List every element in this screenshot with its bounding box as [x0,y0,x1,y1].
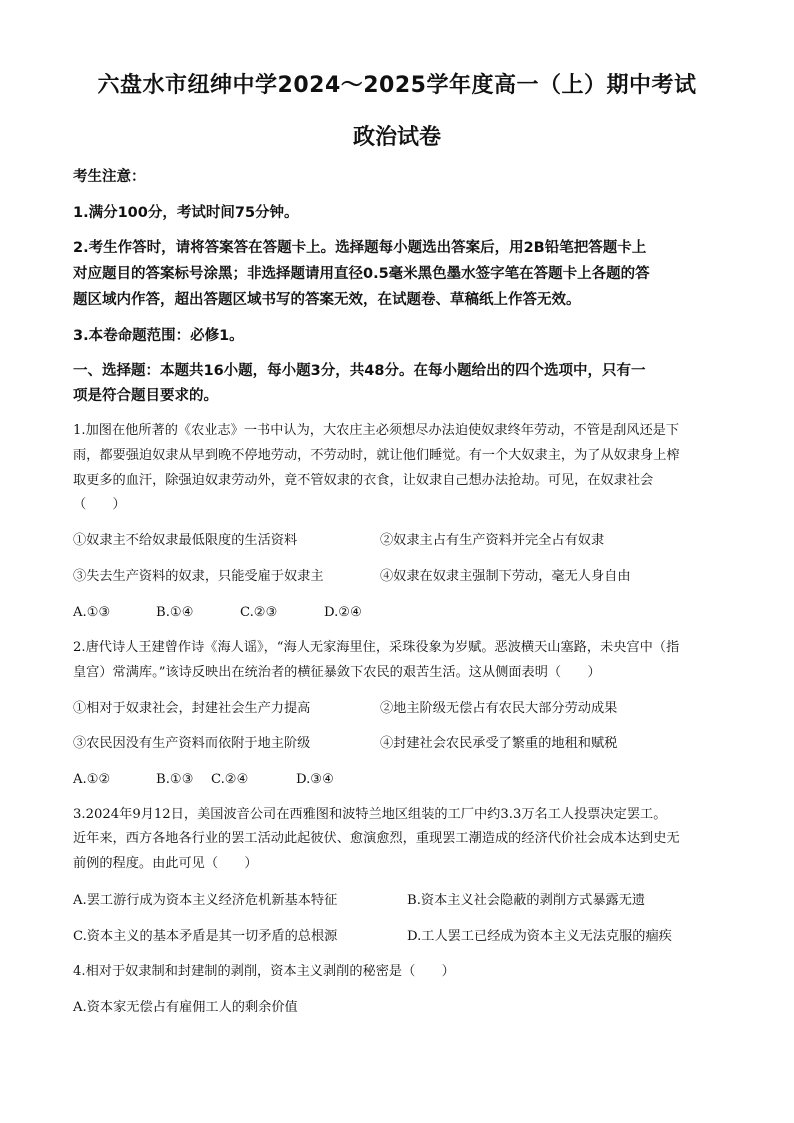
q3-option-b: B.资本主义社会隐蔽的剥削方式暴露无遗 [407,893,646,908]
q2-statement-1: ①相对于奴隶社会，封建社会生产力提高 [73,701,311,716]
q2-statement-4: ④封建社会农民承受了繁重的地租和赋税 [380,736,618,751]
section-1-heading-line-2: 项是符合题目要求的。 [73,388,218,404]
q3-stem-line-1: 3.2024年9月12日，美国波音公司在西雅图和波特兰地区组装的工厂中约3.3万名工人投票决定罢工。 [73,807,667,822]
q2-option-c: C.②④ [211,772,249,787]
q1-option-d: D.②④ [324,605,362,620]
q2-option-d: D.③④ [296,772,334,787]
q1-statement-3: ③失去生产资料的奴隶，只能受雇于奴隶主 [73,569,324,584]
q1-statement-2: ②奴隶主占有生产资料并完全占有奴隶 [380,533,605,548]
q2-stem-line-2: 皇宫）常满库。”该诗反映出在统治者的横征暴敛下农民的艰苦生活。这从侧面表明（ ） [73,665,601,680]
notice-item-2-line-1: 2.考生作答时，请将答案答在答题卡上。选择题每小题选出答案后，用2B铅笔把答题卡上 [73,240,647,256]
section-1-heading-line-1: 一、选择题：本题共16小题，每小题3分，共48分。在每小题给出的四个选项中，只有一 [73,363,646,379]
q1-option-a: A.①③ [73,605,111,620]
exam-subject: 政治试卷 [352,125,441,150]
q3-option-a: A.罢工游行成为资本主义经济危机新基本特征 [73,893,338,908]
q1-statement-1: ①奴隶主不给奴隶最低限度的生活资料 [73,533,298,548]
notice-item-1: 1.满分100分，考试时间75分钟。 [73,205,299,221]
q1-statement-4: ④奴隶在奴隶主强制下劳动，毫无人身自由 [380,569,631,584]
q2-option-b: B.①③ [156,772,194,787]
q1-stem-line-3: 取更多的血汗，除强迫奴隶劳动外，竟不管奴隶的衣食，让奴隶自己想办法抢劫。可见，在奴隶社会 [73,473,654,488]
notice-item-2-line-2: 对应题目的答案标号涂黑；非选择题请用直径0.5毫米黑色墨水签字笔在答题卡上各题的答 [73,266,650,282]
q2-option-a: A.①② [73,772,111,787]
notice-item-3: 3.本卷命题范围：必修1。 [73,328,244,344]
q3-option-d: D.工人罢工已经成为资本主义无法克服的痼疾 [407,929,672,944]
q4-option-a: A.资本家无偿占有雇佣工人的剩余价值 [73,1000,298,1015]
q1-stem-line-4: （ ） [73,497,126,512]
q3-stem-line-2: 近年来，西方各地各行业的罢工活动此起彼伏、愈演愈烈，重现罢工潮造成的经济代价社会成本达到史无 [73,831,680,846]
notice-item-2-line-3: 题区域内作答，超出答题区域书写的答案无效，在试题卷、草稿纸上作答无效。 [73,292,581,308]
q2-statement-3: ③农民因没有生产资料而依附于地主阶级 [73,736,311,751]
q2-statement-2: ②地主阶级无偿占有农民大部分劳动成果 [380,701,618,716]
q1-option-b: B.①④ [156,605,194,620]
notice-heading: 考生注意： [73,169,146,185]
q3-option-c: C.资本主义的基本矛盾是其一切矛盾的总根源 [73,929,338,944]
q1-stem-line-1: 1.加图在他所著的《农业志》一书中认为，大农庄主必须想尽办法迫使奴隶终年劳动，不管是刮风还是下 [73,423,680,438]
q2-stem-line-1: 2.唐代诗人王建曾作诗《海人谣》，“海人无家海里住，采珠役象为岁赋。恶波横天山塞路，未央宫中（指 [73,640,680,655]
q3-stem-line-3: 前例的程度。由此可见（ ） [73,856,258,871]
q1-option-c: C.②③ [240,605,278,620]
q1-stem-line-2: 雨，都要强迫奴隶从早到晚不停地劳动，不劳动时，就让他们睡觉。有一个大奴隶主，为了从奴隶身上榨 [73,448,680,463]
exam-title: 六盘水市纽绅中学2024～2025学年度高一（上）期中考试 [97,73,697,98]
q4-stem-line-1: 4.相对于奴隶制和封建制的剥削，资本主义剥削的秘密是（ ） [73,964,455,979]
